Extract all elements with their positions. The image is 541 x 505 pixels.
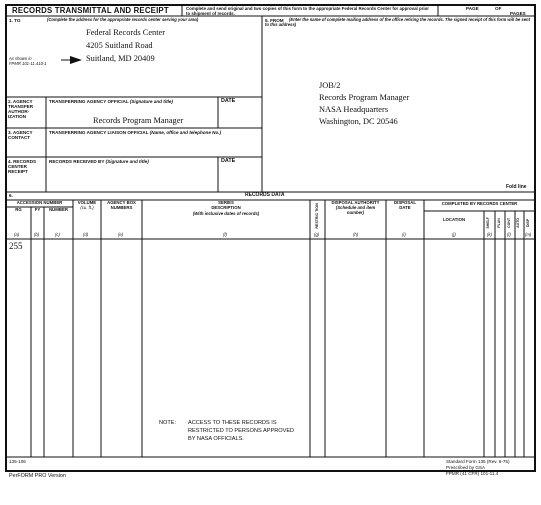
hdr-disp: DISP [526, 218, 531, 228]
to-address-line-2: 4205 Suitland Road [86, 41, 153, 50]
hdr-agency-box: AGENCY BOX NUMBERS [107, 200, 136, 210]
from-address-line-1: JOB/2 [319, 81, 341, 90]
received-by-title: RECORDS RECEIVED BY [49, 159, 105, 164]
col-letter-e: (e) [118, 232, 124, 237]
hdr-completed-by: COMPLETED BY RECORDS CENTER [441, 201, 518, 206]
col-letter-d: (d) [83, 232, 89, 237]
note-line-3: BY NASA OFFICIALS. [188, 436, 244, 442]
page-label: PAGE [466, 6, 479, 11]
from-address-line-2: Records Program Manager [319, 93, 410, 102]
to-address-line-1: Federal Records Center [86, 28, 166, 37]
footer-standard-form: Standard Form 135 (Rev. 8-75) [446, 459, 510, 464]
as-shown-in: As shown in [9, 56, 32, 61]
receipt-label: 4. RECORDS CENTER RECEIPT [8, 159, 37, 175]
to-address-line-3: Suitland, MD 20409 [86, 54, 155, 63]
hdr-series: SERIES DESCRIPTION [211, 200, 241, 210]
transfer-official-hint: (Signature and title) [129, 99, 173, 104]
transfer-auth-label: 2. AGENCY TRANSFER AUTHOR- IZATION [8, 99, 34, 120]
col-letter-j: (j) [452, 232, 456, 237]
hdr-automated: AUTO [516, 218, 521, 228]
hdr-rg: RG [15, 207, 22, 212]
entry-rg-value: 255 [9, 241, 23, 251]
col-letter-c: (c) [55, 232, 60, 237]
records-data-number: 6. [9, 193, 13, 198]
pages-label: PAGES [510, 11, 526, 16]
note-line-1: ACCESS TO THESE RECORDS IS [188, 420, 277, 426]
col-letter-l: (l) [507, 232, 511, 237]
hdr-volume-unit: (cu. ft.) [80, 205, 94, 210]
hdr-location: LOCATION [442, 217, 466, 222]
transfer-date-label: DATE [221, 98, 236, 104]
col-letter-i: (i) [402, 232, 406, 237]
hdr-disposal-authority-hint: (Schedule and item number) [335, 205, 376, 215]
of-label: OF [495, 6, 502, 11]
fpmr-reference: FPMR 101-11.410-1 [9, 61, 47, 66]
hdr-container: CONT [507, 217, 512, 228]
form-instructions: Complete and send original and two copies of this form to the appropriate Federal Records Center for approval prior to shipment of records. [186, 6, 429, 17]
contact-liaison-hint: (Name, office and telephone No.) [149, 130, 222, 135]
hdr-restriction: RESTRIC TION [315, 203, 320, 229]
col-letter-m: (m) [525, 232, 532, 237]
contact-liaison-title: TRANSFERRING AGENCY LIAISON OFFICIAL [49, 130, 149, 135]
footer-fpmr-ref: FPMR (41 CFR) 101-11.4 [446, 471, 499, 476]
footer-prescribed: Prescribed by GSA [446, 465, 486, 470]
footer-form-code: 135-106 [9, 459, 26, 464]
transfer-official-title: TRANSFERRING AGENCY OFFICIAL [49, 99, 129, 104]
receipt-date-label: DATE [221, 158, 236, 164]
col-letter-b: (b) [34, 232, 40, 237]
records-data-title: RECORDS DATA [245, 192, 285, 198]
note-label: NOTE: [159, 420, 177, 426]
hdr-fy: FY [34, 207, 41, 212]
from-address-line-4: Washington, DC 20546 [319, 117, 398, 126]
transfer-official-value: Records Program Manager [93, 116, 184, 125]
hdr-shelf: SHELF [486, 217, 491, 229]
hdr-plan: PLAN [497, 218, 502, 228]
hdr-number: NUMBER [49, 207, 68, 212]
note-line-2: RESTRICTED TO PERSONS APPROVED [188, 428, 295, 434]
received-by-label [49, 159, 149, 164]
contact-label: 3. AGENCY CONTACT [8, 130, 33, 141]
form-title: RECORDS TRANSMITTAL AND RECEIPT [12, 6, 169, 15]
col-letter-f: (f) [223, 232, 227, 237]
hdr-disposal-date: DISPOSAL DATE [394, 200, 416, 210]
hdr-volume: VOLUME [77, 200, 97, 205]
to-hint: (Complete the address for the appropriate records center serving your area) [47, 17, 199, 22]
col-letter-a: (a) [14, 232, 20, 237]
from-address-line-3: NASA Headquarters [319, 105, 389, 114]
received-by-hint: (Signature and title) [105, 159, 149, 164]
hdr-disposal-authority: DISPOSAL AUTHORITY [331, 200, 380, 205]
from-hint: (Enter the name of complete mailing address of the office retiring the records. The signed receipt of this form will be sent to this address) [265, 17, 530, 27]
hdr-series-hint: (With inclusive dates of records) [192, 211, 260, 216]
col-letter-g: (g) [314, 232, 320, 237]
hdr-accession: ACCESSION NUMBER [16, 200, 63, 205]
col-letter-h: (h) [353, 232, 359, 237]
col-letter-k: (k) [487, 232, 492, 237]
footer-software: PerFORM PRO Version [9, 473, 66, 479]
to-label: 1. TO [9, 18, 21, 23]
from-label: 5. FROM [265, 18, 284, 23]
contact-liaison-label [49, 130, 221, 135]
transfer-official-label [49, 99, 173, 104]
fold-line-label: Fold line [506, 184, 527, 190]
